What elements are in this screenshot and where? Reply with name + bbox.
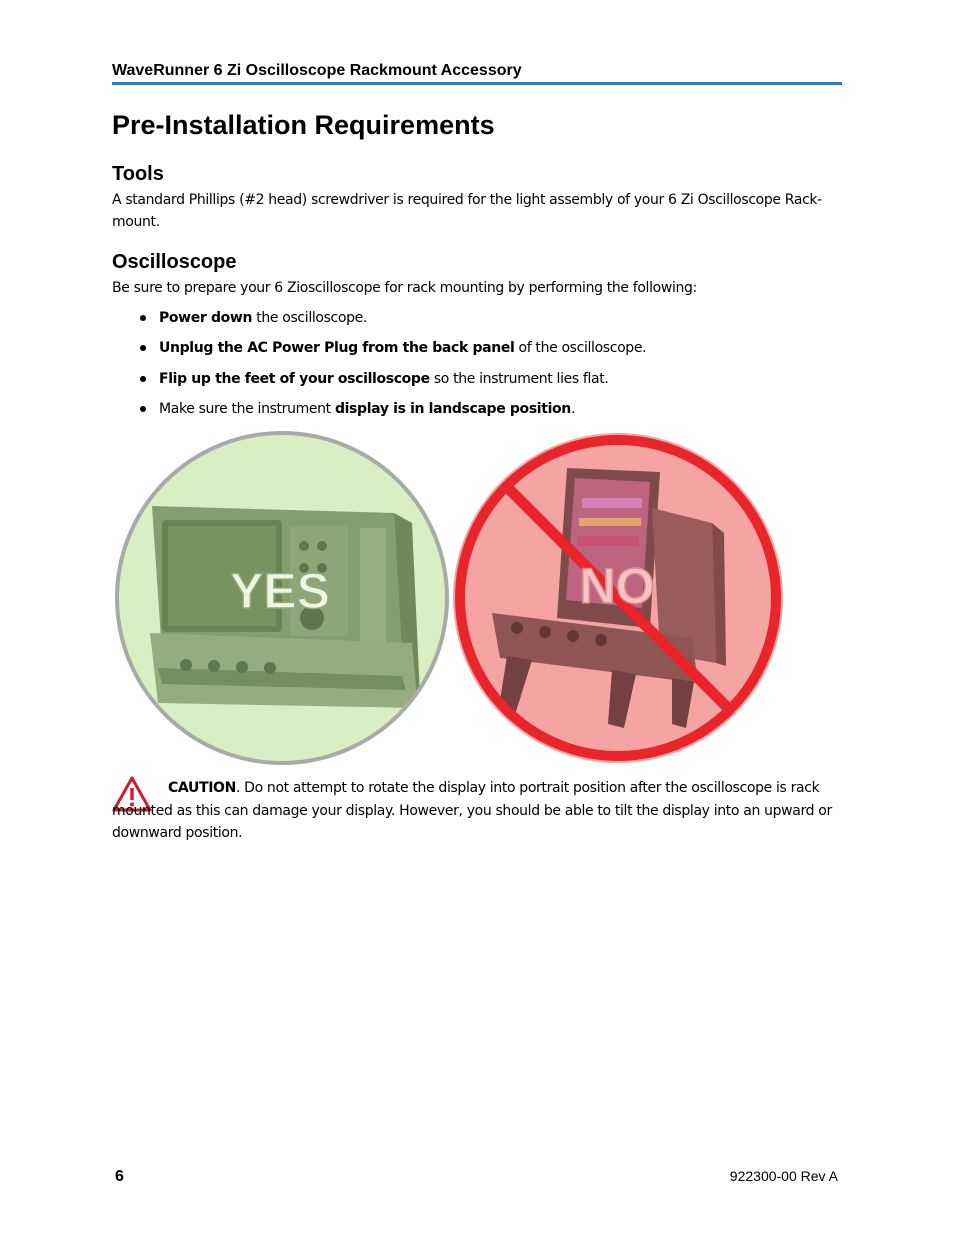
tools-heading: Tools — [112, 163, 164, 185]
oscilloscope-heading: Oscilloscope — [112, 251, 237, 273]
list-item: Make sure the instrument display is in landscape position. — [140, 398, 840, 428]
list-item: Flip up the feet of your oscilloscope so the instrument lies flat. — [140, 368, 840, 398]
document-number: 922300-00 Rev A — [729, 1168, 838, 1184]
preparation-list — [140, 307, 840, 429]
caution-label: CAUTION — [168, 780, 236, 796]
no-label: NO — [579, 558, 655, 614]
running-header: WaveRunner 6 Zi Oscilloscope Rackmount Accessory — [112, 62, 842, 85]
orientation-figure — [112, 428, 792, 768]
bullet-icon — [140, 345, 146, 351]
list-item: Power down the oscilloscope. — [140, 307, 840, 337]
list-item: Unplug the AC Power Plug from the back panel of the oscilloscope. — [140, 337, 840, 367]
bullet-icon — [140, 376, 146, 382]
page-number: 6 — [115, 1168, 124, 1185]
yes-label: YES — [229, 563, 331, 619]
bullet-icon — [140, 406, 146, 412]
caution-text: CAUTION. Do not attempt to rotate the display into portrait position after the oscilloscope is rack mounted as this can damage your display. However, you should be able to tilt the display into an upward or downward position. — [112, 780, 832, 841]
page-title: Pre-Installation Requirements — [112, 110, 495, 140]
tools-text: A standard Phillips (#2 head) screwdriver is required for the light assembly of your 6 Zi Oscilloscope Rack-mount. — [112, 192, 822, 230]
oscilloscope-intro: Be sure to prepare your 6 Zioscilloscope for rack mounting by performing the following: — [112, 280, 697, 296]
bullet-icon — [140, 315, 146, 321]
